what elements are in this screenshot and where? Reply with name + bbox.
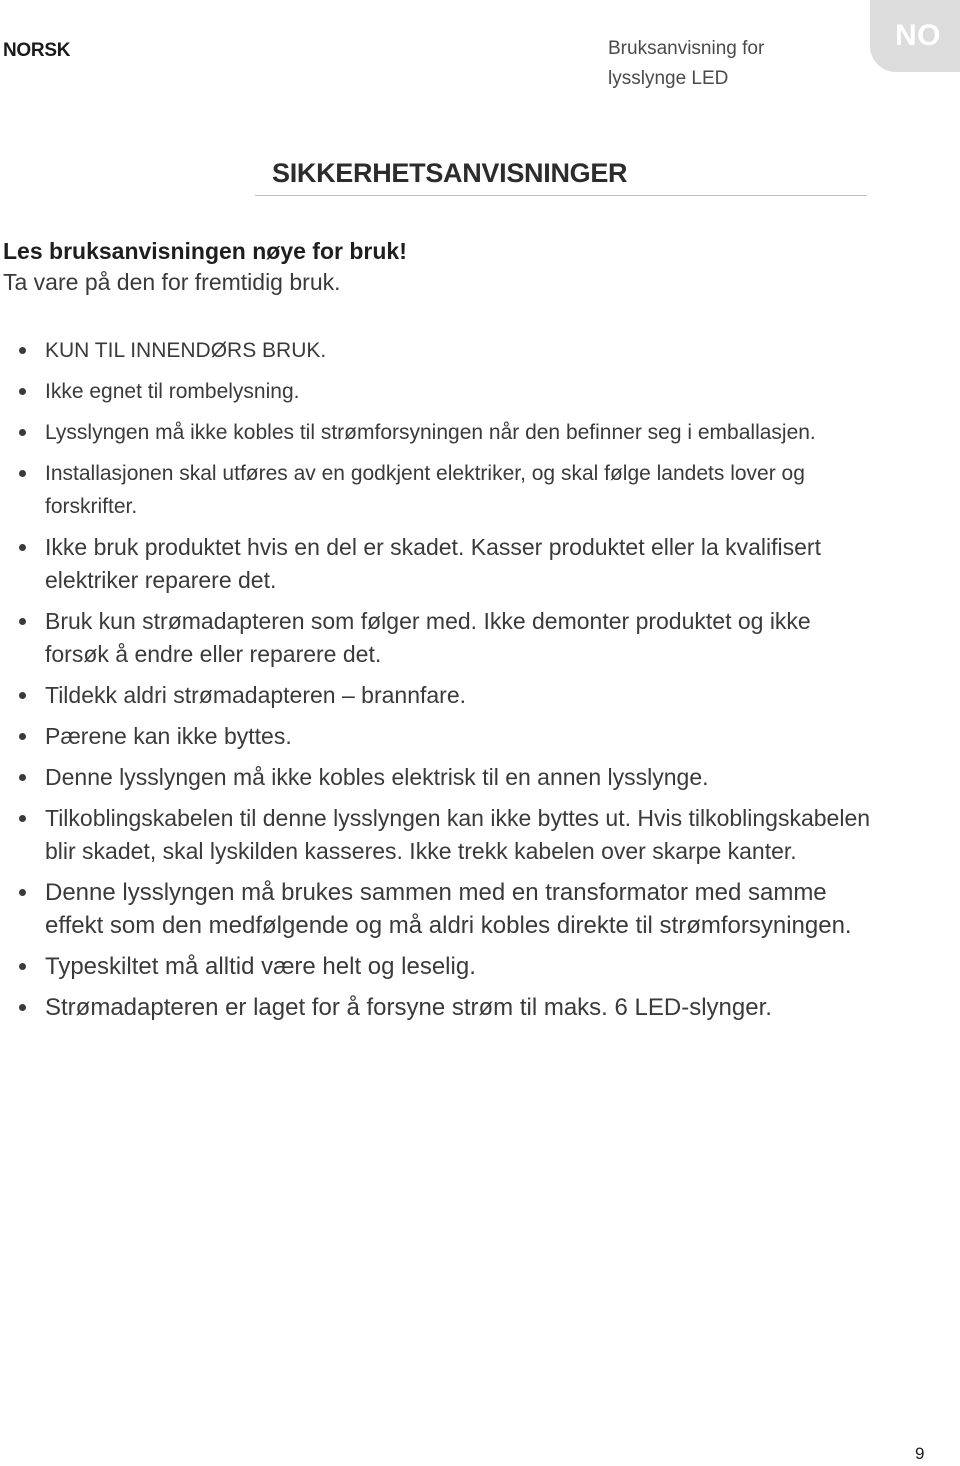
list-item-text: Tilkoblingskabelen til denne lysslyngen kan ikke byttes ut. Hvis tilkoblingskabelen blir skadet, skal lyskilden kasseres. Ikke trekk kabelen over skarpe kanter. (45, 805, 871, 864)
bullet-icon (19, 774, 26, 781)
list-item-text: Tildekk aldri strømadapteren – brannfare. (45, 682, 467, 708)
list-item (0, 605, 880, 671)
list-item-text: KUN TIL INNENDØRS BRUK. (45, 339, 327, 362)
safety-instructions-list (0, 334, 880, 1032)
list-item (0, 802, 880, 868)
bullet-icon (19, 429, 26, 436)
brand-label: NORSK (3, 40, 71, 61)
list-item-text: Lysslyngen må ikke kobles til strømforsyningen når den befinner seg i emballasjen. (45, 421, 816, 444)
list-item (0, 761, 880, 794)
document-title-line-2: lysslynge LED (608, 68, 729, 89)
list-item-text: Ikke bruk produktet hvis en del er skadet. Kasser produktet eller la kvalifisert elektriker reparere det. (45, 534, 821, 593)
list-item (0, 950, 880, 983)
list-item (0, 720, 880, 753)
language-tab-label: NO (895, 19, 941, 52)
bullet-icon (19, 347, 26, 354)
bullet-icon (19, 544, 26, 551)
list-item-text: Denne lysslyngen må ikke kobles elektrisk til en annen lysslynge. (45, 764, 709, 790)
list-item (0, 375, 880, 408)
heading-divider (255, 195, 867, 196)
section-heading: SIKKERHETSANVISNINGER (272, 158, 628, 188)
list-item (0, 876, 880, 942)
list-item (0, 457, 880, 523)
list-item-text: Typeskiltet må alltid være helt og leselig. (45, 953, 476, 980)
list-item-text: Pærene kan ikke byttes. (45, 723, 292, 749)
bullet-icon (19, 963, 26, 970)
bullet-icon (19, 733, 26, 740)
document-title-line-1: Bruksanvisning for (608, 38, 765, 59)
bullet-icon (19, 388, 26, 395)
list-item (0, 334, 880, 367)
bullet-icon (19, 692, 26, 699)
list-item (0, 416, 880, 449)
document-title (608, 34, 848, 94)
bullet-icon (19, 815, 26, 822)
bullet-icon (19, 618, 26, 625)
intro-block (3, 236, 407, 298)
list-item (0, 991, 880, 1024)
bullet-icon (19, 1004, 26, 1011)
list-item (0, 531, 880, 597)
bullet-icon (19, 470, 26, 477)
bullet-icon (19, 889, 26, 896)
intro-warning: Les bruksanvisningen nøye for bruk! (3, 238, 407, 264)
list-item-text: Strømadapteren er laget for å forsyne strøm til maks. 6 LED-slynger. (45, 994, 772, 1021)
list-item-text: Bruk kun strømadapteren som følger med. Ikke demonter produktet og ikke forsøk å endre eller reparere det. (45, 608, 811, 667)
intro-keep-note: Ta vare på den for fremtidig bruk. (3, 269, 341, 295)
language-tab (870, 0, 960, 72)
list-item-text: Installasjonen skal utføres av en godkjent elektriker, og skal følge landets lover og forskrifter. (45, 462, 805, 518)
page-number: 9 (915, 1444, 925, 1463)
list-item-text: Denne lysslyngen må brukes sammen med en transformator med samme effekt som den medfølgende og må aldri kobles direkte til strømforsyningen. (45, 879, 852, 939)
list-item (0, 679, 880, 712)
list-item-text: Ikke egnet til rombelysning. (45, 380, 300, 403)
